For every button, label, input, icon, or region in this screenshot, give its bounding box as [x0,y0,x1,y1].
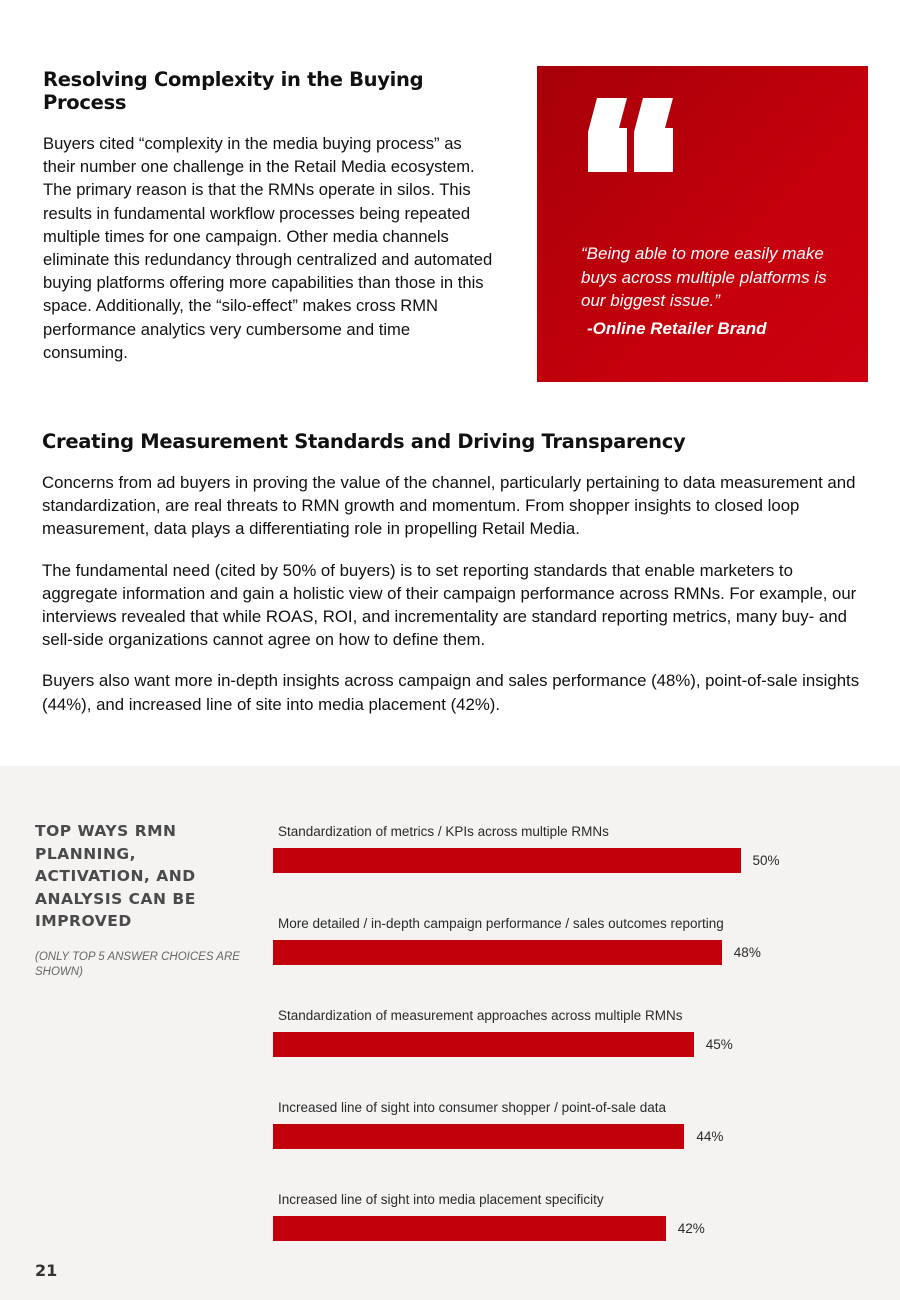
measurement-paragraph: Concerns from ad buyers in proving the value of the channel, particularly pertaining to data measurement and standardization, are real threats to RMN growth and momentum. From shopper insights to closed loop measurement, data plays a differentiating role in propelling Retail Media. [42,473,856,539]
bar-category-label: Standardization of metrics / KPIs across multiple RMNs [278,824,609,839]
bar-category-label: Standardization of measurement approaches across multiple RMNs [278,1008,683,1023]
bar-category-label: Increased line of sight into consumer shopper / point-of-sale data [278,1100,666,1115]
page-number: 21 [35,1261,58,1280]
complexity-body: Buyers cited “complexity in the media buying process” as their number one challenge in the Retail Media ecosystem. The primary reason is that the RMNs operate in silos. This results in fundamental workflow processes being repeated multiple times for one campaign. Other media channels eliminate this redundancy through centralized and automated buying platforms offering more capabilities than those in this space. Additionally, the “silo-effect” makes cross RMN performance analytics very cumbersome and time consuming. [43,134,493,362]
quote-text: “Being able to more easily make buys across multiple platforms is our biggest issue.” [581,244,827,310]
quote-callout [537,66,868,382]
measurement-heading: Creating Measurement Standards and Driving Transparency [42,430,686,453]
chart-panel [0,766,900,1300]
bar [273,1032,694,1057]
bar-value-label: 45% [705,1037,733,1052]
complexity-section [43,68,493,364]
measurement-paragraph: The fundamental need (cited by 50% of buyers) is to set reporting standards that enable marketers to aggregate information and gain a holistic view of their campaign performance across RMNs. For example, our interviews revealed that while ROAS, ROI, and incrementality are standard reporting metrics, many buy- and sell-side organizations cannot agree on how to define them. [42,560,857,650]
bar-value-label: 48% [733,945,761,960]
quotation-mark-icon [585,92,680,182]
bar [273,940,722,965]
bar [273,1124,684,1149]
bar [273,1216,666,1241]
measurement-section [42,430,862,734]
bar-value-label: 42% [677,1221,705,1236]
bar-value-label: 44% [696,1129,724,1144]
quote-attribution: -Online Retailer Brand [587,319,767,338]
bar-category-label: More detailed / in-depth campaign performance / sales outcomes reporting [278,916,724,931]
measurement-paragraph: Buyers also want more in-depth insights across campaign and sales performance (48%), point-of-sale insights (44%), and increased line of site into media placement (42%). [42,671,860,714]
bar-value-label: 50% [752,853,780,868]
complexity-heading: Resolving Complexity in the Buying Process [43,68,424,114]
chart-title: TOP WAYS RMN PLANNING, ACTIVATION, AND ANALYSIS CAN BE IMPROVED [35,822,196,930]
chart-subtitle: (ONLY TOP 5 ANSWER CHOICES ARE SHOWN) [35,951,240,978]
bar-category-label: Increased line of sight into media placement specificity [278,1192,604,1207]
bar [273,848,741,873]
